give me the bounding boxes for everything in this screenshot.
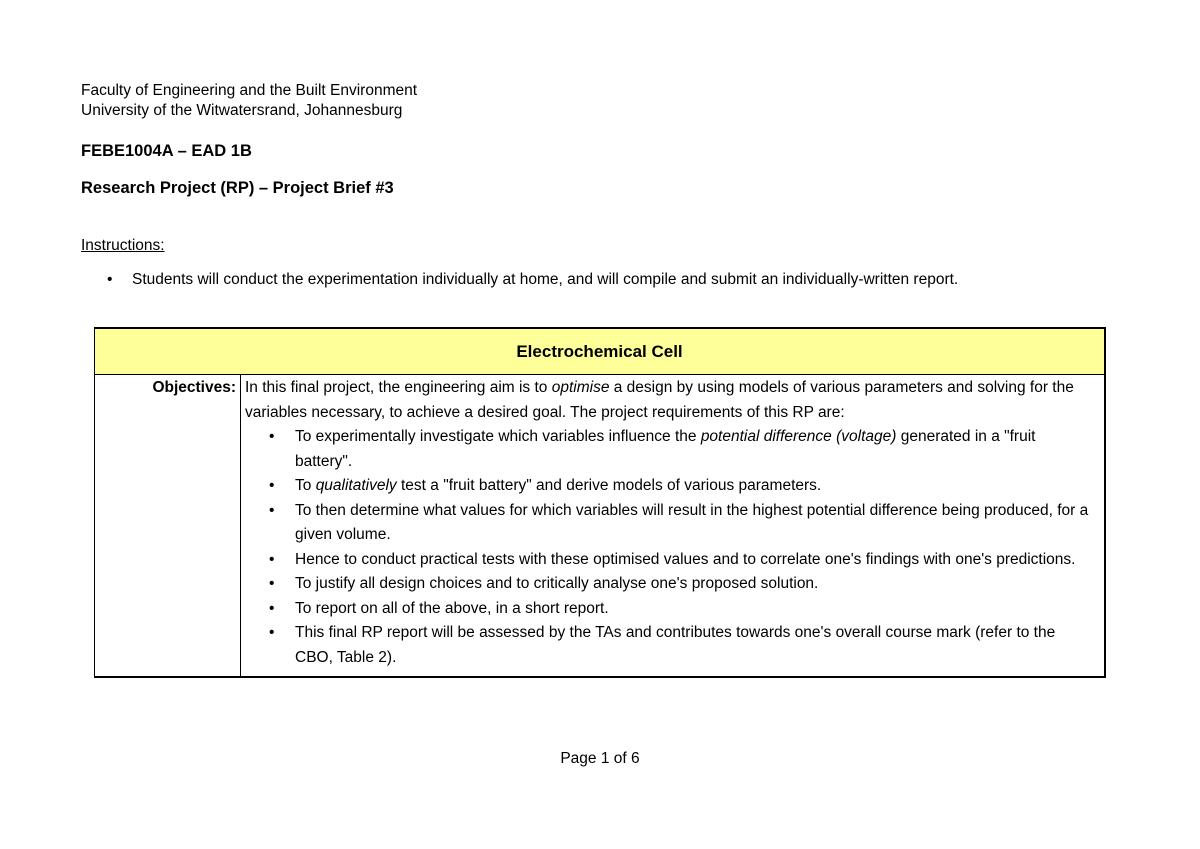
faculty-name: Faculty of Engineering and the Built Environment [81,82,418,99]
objectives-body [241,375,1106,678]
table-title-row [95,328,1106,375]
project-title-heading: Research Project (RP) – Project Brief #3 [81,179,394,197]
objective-item [269,548,1094,573]
instruction-item-text: Students will conduct the experimentation individually at home, and will compile and submit an individually-written report. [132,271,959,288]
objective-text-tail: test a "fruit battery" and derive models of various parameters. [396,477,822,494]
objective-item [269,474,1094,499]
objective-text: To report on all of the above, in a short report. [295,599,609,617]
objective-text: Hence to conduct practical tests with these optimised values and to correlate one's findings with one's predictions. [295,550,1076,568]
course-code-heading: FEBE1004A – EAD 1B [81,142,252,160]
objectives-list [245,425,1094,670]
objective-text: To then determine what values for which variables will result in the highest potential difference being produced, for a given volume. [295,501,1089,543]
objective-text-tail: generated in a "fruit battery". [295,428,1036,470]
intro-text-a: In this final project, the engineering aim is to [245,379,552,396]
objective-text: To justify all design choices and to critically analyse one's proposed solution. [295,575,819,592]
objective-item [269,572,1094,597]
objective-item [269,597,1094,622]
objective-item [269,425,1094,474]
instructions-label [81,236,165,256]
objective-emphasis: potential difference (voltage) [700,428,897,445]
objective-text: This final RP report will be assessed by the TAs and contributes towards one's overall course mark (refer to the CBO, Table 2). [295,624,1056,666]
page-number: Page 1 of 6 [560,750,640,767]
university-name: University of the Witwatersrand, Johannesburg [81,102,403,119]
objectives-row [95,375,1106,678]
intro-emphasis: optimise [551,379,610,396]
objective-text: To [295,477,316,494]
objective-item [269,499,1094,548]
objectives-intro [245,376,1094,425]
objective-emphasis: qualitatively [315,477,397,494]
objective-item [269,621,1094,670]
instruction-item [107,270,958,290]
table-title: Electrochemical Cell [95,328,1106,375]
objective-text: To experimentally investigate which variables influence the [295,428,701,445]
objectives-label: Objectives: [95,375,241,678]
instructions-label-text: Instructions: [81,237,165,254]
project-brief-table [94,327,1106,678]
bullet-icon: • [107,271,113,288]
intro-text-b: a design by using models of various parameters and solving for the variables necessary, to achieve a desired goal. The project requirements of this RP are: [245,379,1074,421]
